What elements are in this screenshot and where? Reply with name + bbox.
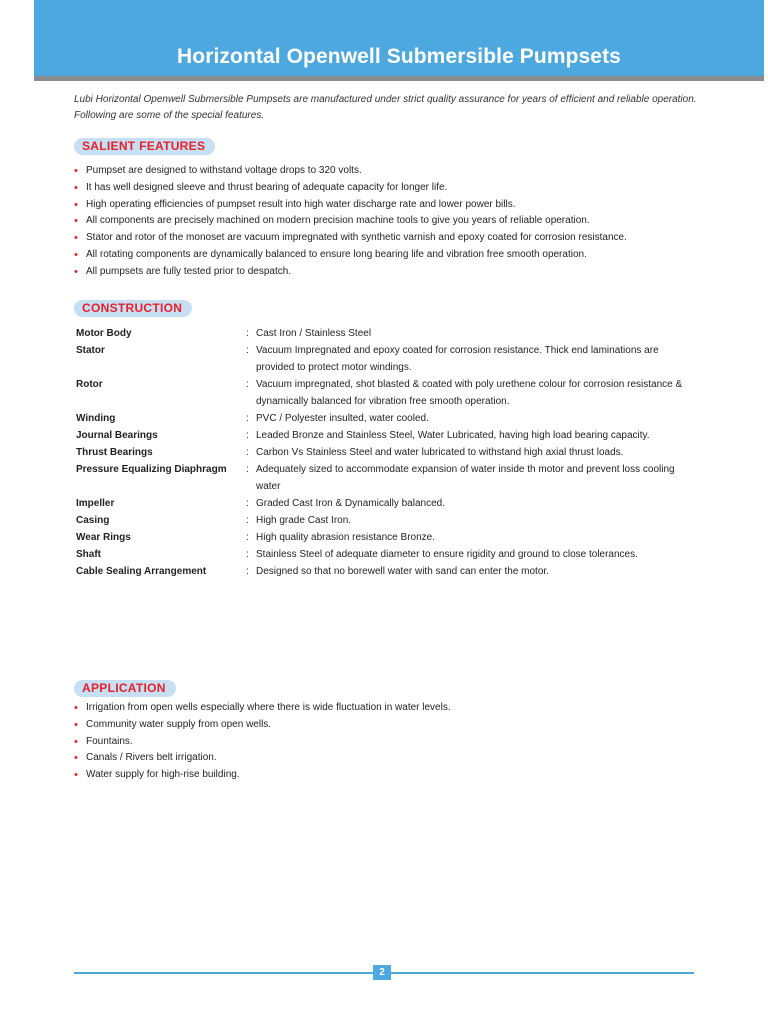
spec-value: PVC / Polyester insulted, water cooled. bbox=[256, 413, 429, 424]
bullet-icon: • bbox=[74, 181, 78, 194]
spec-value: Cast Iron / Stainless Steel bbox=[256, 328, 372, 339]
spec-label: Shaft bbox=[76, 549, 101, 560]
spec-row: Cable Sealing Arrangement : Designed so that no borewell water with sand can enter the motor. bbox=[76, 563, 696, 580]
bullet-icon: • bbox=[74, 215, 78, 228]
bullet-icon: • bbox=[74, 752, 78, 765]
bullet-icon: • bbox=[74, 735, 78, 748]
list-item: • All rotating components are dynamically balanced to ensure long bearing life and vibration free smooth operation. bbox=[74, 247, 714, 264]
bullet-icon: • bbox=[74, 769, 78, 782]
spec-value: Graded Cast Iron & Dynamically balanced. bbox=[256, 498, 445, 509]
spec-value: High quality abrasion resistance Bronze. bbox=[256, 532, 435, 543]
page-title: Horizontal Openwell Submersible Pumpsets bbox=[177, 45, 621, 68]
spec-value: Carbon Vs Stainless Steel and water lubricated to withstand high axial thrust loads. bbox=[256, 447, 624, 458]
spec-row: Motor Body : Cast Iron / Stainless Steel bbox=[76, 325, 696, 342]
spec-row: Pressure Equalizing Diaphragm : Adequately sized to accommodate expansion of water inside th motor and prevent loss cooling water bbox=[76, 461, 696, 495]
header-banner bbox=[34, 0, 764, 81]
spec-value: Leaded Bronze and Stainless Steel, Water Lubricated, having high load bearing capacity. bbox=[256, 430, 650, 441]
spec-row: Wear Rings : High quality abrasion resistance Bronze. bbox=[76, 529, 696, 546]
bullet-icon: • bbox=[74, 165, 78, 177]
spec-label: Impeller bbox=[76, 498, 115, 509]
spec-row: Stator : Vacuum Impregnated and epoxy coated for corrosion resistance. Thick end laminations are provided to protect motor windings. bbox=[76, 342, 696, 376]
page-number: 2 bbox=[373, 965, 391, 980]
bullet-icon: • bbox=[74, 248, 78, 261]
spec-value: Stainless Steel of adequate diameter to ensure rigidity and ground to close tolerances. bbox=[256, 549, 638, 560]
list-item: • It has well designed sleeve and thrust bearing of adequate capacity for longer life. bbox=[74, 180, 714, 197]
spec-label: Cable Sealing Arrangement bbox=[76, 566, 207, 577]
spec-label: Pressure Equalizing Diaphragm bbox=[76, 464, 227, 475]
spec-value: Designed so that no borewell water with sand can enter the motor. bbox=[256, 566, 549, 577]
spec-row: Shaft : Stainless Steel of adequate diameter to ensure rigidity and ground to close tolerances. bbox=[76, 546, 696, 563]
construction-spec-table bbox=[76, 325, 696, 580]
spec-value: Vacuum Impregnated and epoxy coated for corrosion resistance. Thick end laminations are provided to protect motor windings. bbox=[256, 345, 659, 373]
list-item: • Irrigation from open wells especially where there is wide fluctuation in water levels. bbox=[74, 700, 714, 717]
salient-features-list bbox=[74, 163, 714, 281]
construction-heading: CONSTRUCTION bbox=[74, 300, 192, 317]
spec-row: Impeller : Graded Cast Iron & Dynamically balanced. bbox=[76, 495, 696, 512]
bullet-icon: • bbox=[74, 265, 78, 278]
list-item: • Pumpset are designed to withstand voltage drops to 320 volts. bbox=[74, 163, 714, 180]
bullet-icon: • bbox=[74, 718, 78, 731]
spec-row: Thrust Bearings : Carbon Vs Stainless Steel and water lubricated to withstand high axial thrust loads. bbox=[76, 444, 696, 461]
spec-label: Rotor bbox=[76, 379, 103, 390]
spec-label: Motor Body bbox=[76, 328, 132, 339]
spec-row: Journal Bearings : Leaded Bronze and Stainless Steel, Water Lubricated, having high load bearing capacity. bbox=[76, 427, 696, 444]
spec-value: Adequately sized to accommodate expansion of water inside th motor and prevent loss cooling water bbox=[256, 464, 675, 492]
spec-label: Journal Bearings bbox=[76, 430, 158, 441]
list-item: • Stator and rotor of the monoset are vacuum impregnated with synthetic varnish and epoxy coated for corrosion resistance. bbox=[74, 230, 714, 247]
spec-label: Stator bbox=[76, 345, 105, 356]
spec-label: Thrust Bearings bbox=[76, 447, 153, 458]
spec-value: High grade Cast Iron. bbox=[256, 515, 352, 526]
bullet-icon: • bbox=[74, 702, 78, 714]
spec-row: Casing : High grade Cast Iron. bbox=[76, 512, 696, 529]
spec-label: Casing bbox=[76, 515, 110, 526]
spec-value: Vacuum impregnated, shot blasted & coated with poly urethene colour for corrosion resistance & dynamically balanced for vibration free smooth operation. bbox=[256, 379, 683, 407]
bullet-icon: • bbox=[74, 232, 78, 245]
intro-paragraph: Lubi Horizontal Openwell Submersible Pumpsets are manufactured under strict quality assurance for years of efficient and reliable operation. Following are some of the special features. bbox=[74, 94, 697, 121]
spec-row: Rotor : Vacuum impregnated, shot blasted & coated with poly urethene colour for corrosion resistance & dynamically balanced for vibration free smooth operation. bbox=[76, 376, 696, 410]
list-item: • High operating efficiencies of pumpset result into high water discharge rate and lower power bills. bbox=[74, 197, 714, 214]
list-item: • All components are precisely machined on modern precision machine tools to give you years of reliable operation. bbox=[74, 213, 714, 230]
list-item: • Community water supply from open wells. bbox=[74, 717, 714, 734]
application-heading: APPLICATION bbox=[74, 680, 176, 697]
list-item: • Canals / Rivers belt irrigation. bbox=[74, 750, 714, 767]
spec-label: Winding bbox=[76, 413, 116, 424]
salient-features-heading: SALIENT FEATURES bbox=[74, 138, 215, 155]
list-item: • Fountains. bbox=[74, 734, 714, 751]
spec-row: Winding : PVC / Polyester insulted, water cooled. bbox=[76, 410, 696, 427]
list-item: • Water supply for high-rise building. bbox=[74, 767, 714, 784]
bullet-icon: • bbox=[74, 198, 78, 211]
spec-label: Wear Rings bbox=[76, 532, 131, 543]
application-list bbox=[74, 700, 714, 784]
list-item: • All pumpsets are fully tested prior to despatch. bbox=[74, 264, 714, 281]
